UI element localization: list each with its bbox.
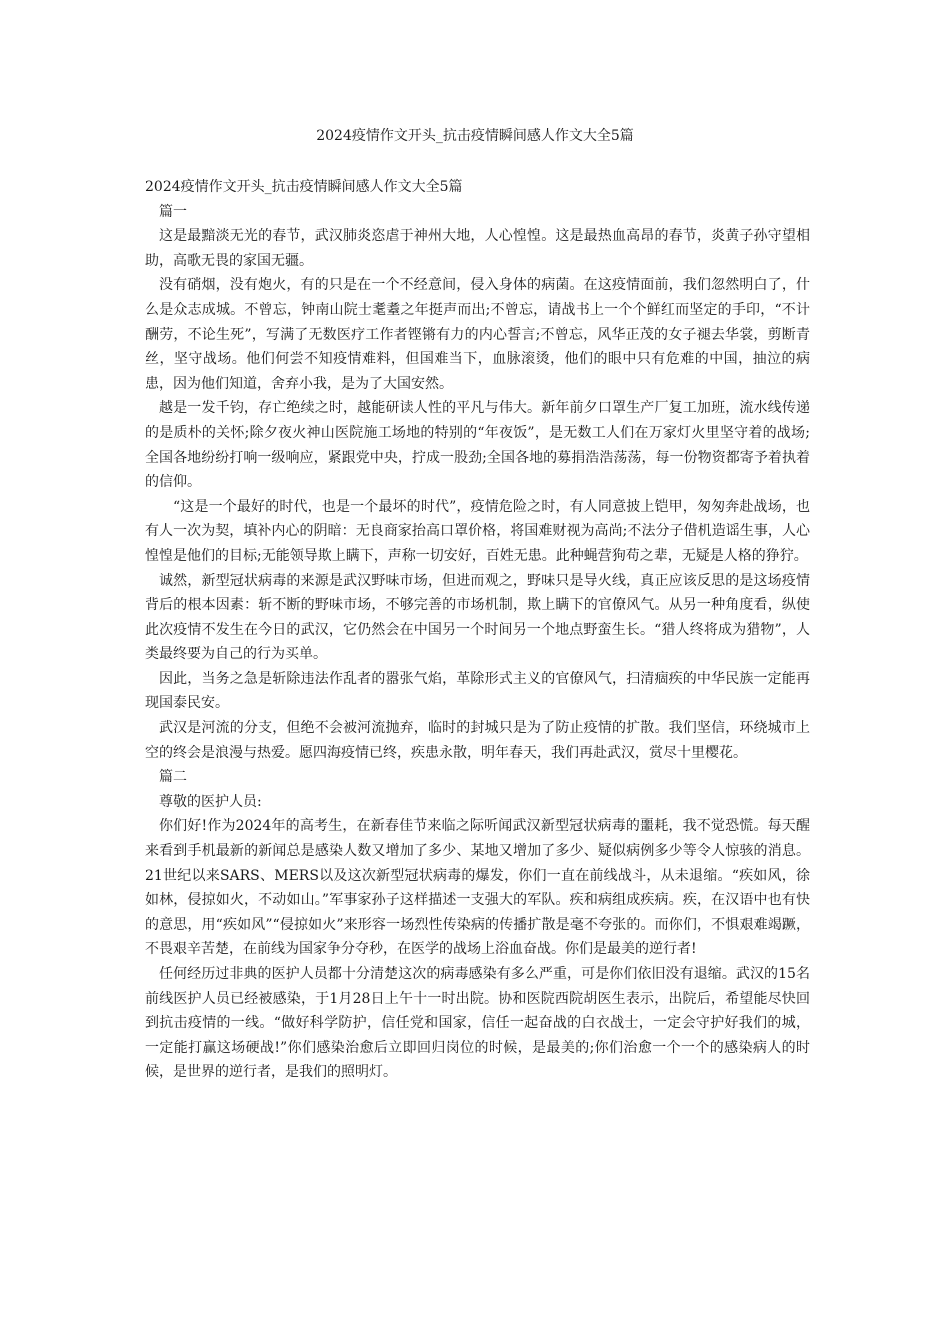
- paragraph: “这是一个最好的时代，也是一个最坏的时代”，疫情危险之时，有人同意披上铠甲，匆匆奔赴战场，也有人一次为契，填补内心的阴暗：无良商家抬高口罩价格，将国难财视为高尚;不法分子借机造谣生事，人心惶惶是他们的目标;无能领导欺上瞒下，声称一切安好，百姓无患。此种蝇营狗苟之辈，无疑是人格的狰狞。: [145, 498, 810, 564]
- paragraph: 诚然，新型冠状病毒的来源是武汉野味市场，但进而观之，野味只是导火线，真正应该反思的是这场疫情背后的根本因素：斩不断的野味市场，不够完善的市场机制，欺上瞒下的官僚风气。从另一种角度看，纵使此次疫情不发生在今日的武汉，它仍然会在中国另一个时间另一个地点野蛮生长。“猎人终将成为猎物”，人类最终要为自己的行为买单。: [145, 572, 810, 663]
- paragraph: 你们好!作为2024年的高考生，在新春佳节来临之际听闻武汉新型冠状病毒的噩耗，我不觉恐慌。每天醒来看到手机最新的新闻总是感染人数又增加了多少、某地又增加了多少、疑似病例多少等令人惊骇的消息。21世纪以来SARS、MERS以及这次新型冠状病毒的爆发，你们一直在前线战斗，从未退缩。“疾如风，徐如林，侵掠如火，不动如山。”军事家孙子这样描述一支强大的军队。疾和病组成疾病。疾，在汉语中也有快的意思，用“疾如风”“侵掠如火”来形容一场烈性传染病的传播扩散是毫不夸张的。而你们，不惧艰难竭蹶，不畏艰辛苦楚，在前线为国家争分夺秒，在医学的战场上浴血奋战。你们是最美的逆行者!: [145, 818, 810, 958]
- paragraph: 没有硝烟，没有炮火，有的只是在一个不经意间，侵入身体的病菌。在这疫情面前，我们忽然明白了，什么是众志成城。不曾忘，钟南山院士耄耋之年挺声而出;不曾忘，请战书上一个个鲜红而坚定的手印，“不计酬劳，不论生死”，写满了无数医疗工作者铿锵有力的内心誓言;不曾忘，风华正茂的女子褪去华裳，剪断青丝，坚守战场。他们何尝不知疫情难料，但国难当下，血脉滚烫，他们的眼中只有危难的中国，抽泣的病患，因为他们知道，舍弃小我，是为了大国安然。: [145, 277, 810, 392]
- subtitle: 2024疫情作文开头_抗击疫情瞬间感人作文大全5篇: [145, 179, 463, 195]
- paragraph: 任何经历过非典的医护人员都十分清楚这次的病毒感染有多么严重，可是你们依旧没有退缩。武汉的15名前线医护人员已经被感染，于1月28日上午十一时出院。协和医院西院胡医生表示，出院后，希望能尽快回到抗击疫情的一线。“做好科学防护，信任党和国家，信任一起奋战的白衣战士，一定会守护好我们的城，一定能打赢这场硬战!”你们感染治愈后立即回归岗位的时候，是最美的;你们治愈一个一个的感染病人的时候，是世界的逆行者，是我们的照明灯。: [145, 966, 810, 1081]
- paragraph: 武汉是河流的分支，但绝不会被河流抛弃，临时的封城只是为了防止疫情的扩散。我们坚信，环绕城市上空的终会是浪漫与热爱。愿四海疫情已终，疾患永散，明年春天，我们再赴武汉，赏尽十里樱花。: [145, 720, 810, 761]
- paragraph: 这是最黯淡无光的春节，武汉肺炎恣虐于神州大地，人心惶惶。这是最热血高昂的春节，炎黄子孙守望相助，高歌无畏的家国无疆。: [145, 228, 810, 269]
- document-body: [145, 175, 810, 1085]
- section-heading-2: 篇二: [159, 769, 187, 786]
- paragraph: 越是一发千钧，存亡绝续之时，越能研读人性的平凡与伟大。新年前夕口罩生产厂复工加班，流水线传递的是质朴的关怀;除夕夜火神山医院施工场地的特别的“年夜饭”，是无数工人们在万家灯火里坚守着的战场;全国各地纷纷打响一级响应，紧跟党中央，拧成一股劲;全国各地的募捐浩浩荡荡，每一份物资都寄予着执着的信仰。: [145, 400, 810, 491]
- section-heading-1: 篇一: [159, 203, 187, 220]
- paragraph: 因此，当务之急是斩除违法作乱者的嚣张气焰，革除形式主义的官僚风气，扫清痼疾的中华民族一定能再现国泰民安。: [145, 670, 810, 712]
- salutation: 尊敬的医护人员:: [159, 793, 262, 810]
- document-title: 2024疫情作文开头_抗击疫情瞬间感人作文大全5篇: [316, 128, 634, 144]
